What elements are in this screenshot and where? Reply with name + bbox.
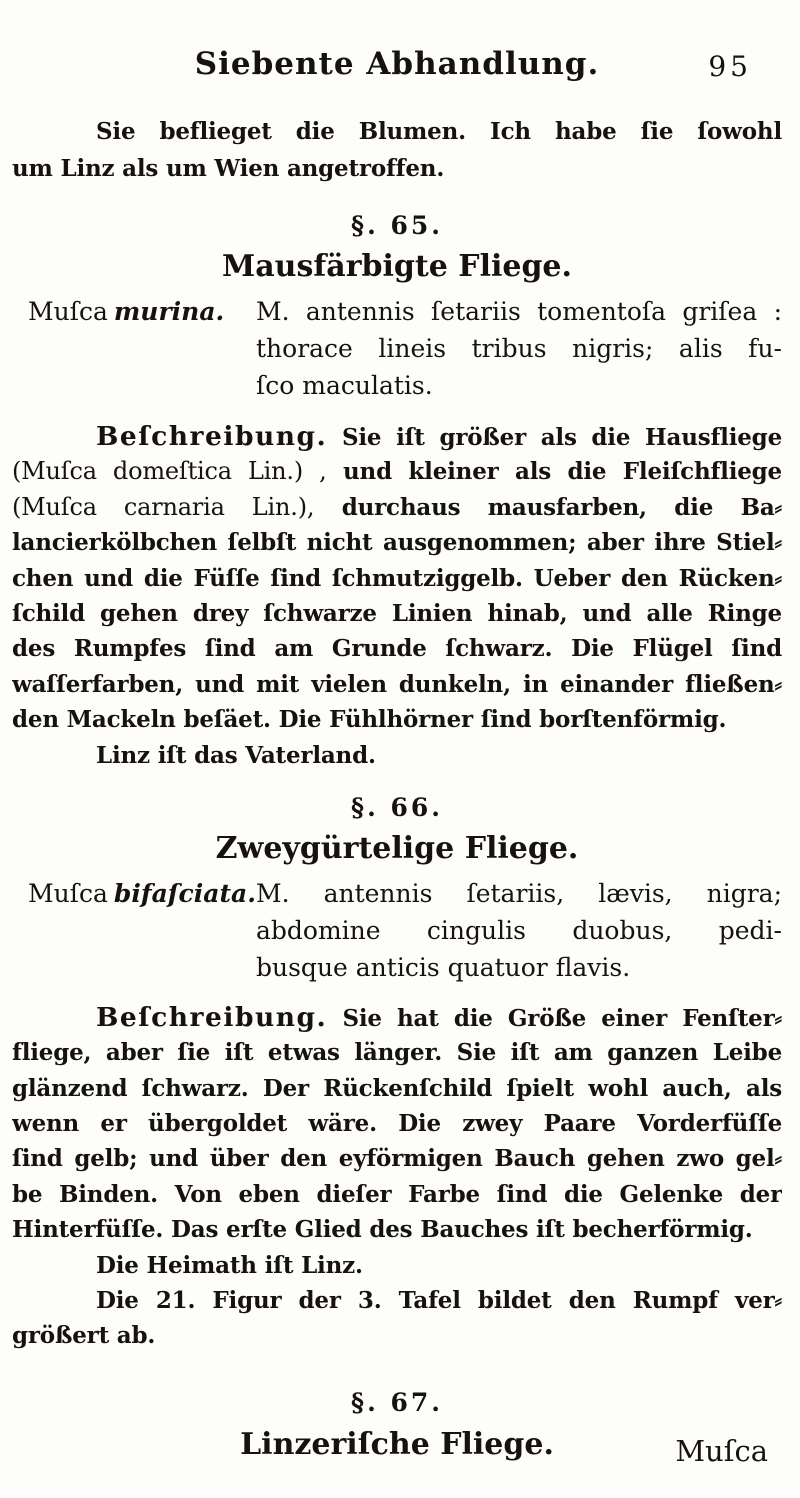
species-epithet: murina. [113, 297, 225, 326]
text-line: um Linz als um Wien angetroffen. [12, 155, 445, 182]
species-name [12, 875, 256, 986]
running-title: Siebente Abhandlung. [194, 46, 600, 82]
text-line [12, 454, 782, 489]
species-entry [12, 875, 782, 986]
text-line: wenn er übergoldet wäre. Die zwey Paare Vorderfüſſe [12, 1110, 782, 1138]
catchword: Muſca [675, 1434, 768, 1468]
text-line: lancierkölbchen ſelbſt nicht ausgenommen; aber ihre Stiel⸗ [12, 529, 782, 557]
species-entry [12, 293, 782, 404]
species-epithet: bifaſciata. [113, 878, 256, 908]
description-paragraph [12, 419, 782, 738]
text-line: waſſerfarben, und mit vielen dunkeln, in einander fließen⸗ [12, 670, 782, 698]
text-line: Die Heimath iſt Linz. [96, 1251, 363, 1279]
genus-name: Muſca [28, 878, 108, 908]
text-segment: und kleiner als die Fleiſchfliege [326, 458, 782, 486]
section-title: Linzeriſche Fliege. [240, 1426, 554, 1462]
section-66 [12, 791, 782, 1354]
description-paragraph [12, 1000, 782, 1248]
text-line: größert ab. [12, 1322, 156, 1350]
section-number: §. 67. [351, 1387, 443, 1417]
text-line: M. antennis ſetariis tomentoſa griſea : [256, 297, 782, 326]
text-segment: durchaus mausfarben, die Ba⸗ [314, 493, 782, 521]
closing-paragraph [12, 738, 782, 773]
text-line: ſind gelb; und über den eyförmigen Bauch gehen zwo gel⸗ [12, 1145, 782, 1173]
section-67 [12, 1386, 782, 1465]
section-title: Mausfärbigte Fliege. [222, 249, 572, 284]
figure-note-paragraph [12, 1283, 782, 1354]
text-line: Sie beflieget die Blumen. Ich habe ſie ſowohl [96, 118, 782, 145]
text-line: busque anticis quatuor flavis. [256, 952, 631, 982]
text-line: Hinterfüſſe. Das erſte Glied des Bauches iſt becherförmig. [12, 1216, 753, 1244]
text-segment: Sie iſt größer als die Hausfliege [327, 424, 782, 451]
text-line: des Rumpfes ſind am Grunde ſchwarz. Die Flügel ſind [12, 635, 782, 663]
text-line: ſco maculatis. [256, 371, 433, 400]
latin-phrase: (Muſca carnaria Lin.), [12, 492, 315, 521]
paragraph-lead-word: Beſchreibung. [96, 1001, 328, 1033]
text-line: Die 21. Figur der 3. Tafel bildet den Rumpf ver⸗ [96, 1287, 782, 1315]
text-line [12, 419, 782, 454]
text-line: Linz iſt das Vaterland. [96, 741, 376, 769]
latin-diagnosis [256, 875, 782, 986]
text-line: den Mackeln beſäet. Die Fühlhörner ſind borſtenförmig. [12, 706, 727, 734]
section-65 [12, 209, 782, 773]
species-name [12, 293, 256, 404]
latin-diagnosis [256, 293, 782, 404]
text-line: chen und die Füſſe ſind ſchmutziggelb. Ueber den Rücken⸗ [12, 564, 782, 592]
text-line: thorace lineis tribus nigris; alis fu- [256, 334, 782, 363]
text-line: M. antennis ſetariis, lævis, nigra; [256, 878, 782, 908]
text-line: glänzend ſchwarz. Der Rückenſchild ſpielt wohl auch, als [12, 1074, 782, 1102]
genus-name: Muſca [28, 297, 108, 326]
intro-paragraph [12, 113, 782, 187]
text-line: be Binden. Von eben dieſer Farbe ſind die Gelenke der [12, 1180, 782, 1208]
text-line [12, 490, 782, 525]
paragraph-lead-word: Beſchreibung. [96, 421, 328, 452]
section-title: Zweygürtelige Fliege. [215, 830, 579, 866]
section-number: §. 65. [351, 211, 443, 240]
text-line: ſchild gehen drey ſchwarze Linien hinab, und alle Ringe [12, 599, 782, 627]
page-header [12, 46, 782, 86]
closing-paragraph [12, 1248, 782, 1283]
latin-phrase: (Muſca domeſtica Lin.) , [12, 457, 327, 486]
text-segment: Sie hat die Größe einer Fenſter⸗ [327, 1004, 782, 1032]
text-line: fliege, aber ſie iſt etwas länger. Sie iſt am ganzen Leibe [12, 1039, 782, 1067]
text-line [12, 1000, 782, 1035]
text-line: abdomine cingulis duobus, pedi- [256, 915, 782, 945]
section-number: §. 66. [351, 792, 443, 822]
page-number: 95 [708, 50, 752, 83]
